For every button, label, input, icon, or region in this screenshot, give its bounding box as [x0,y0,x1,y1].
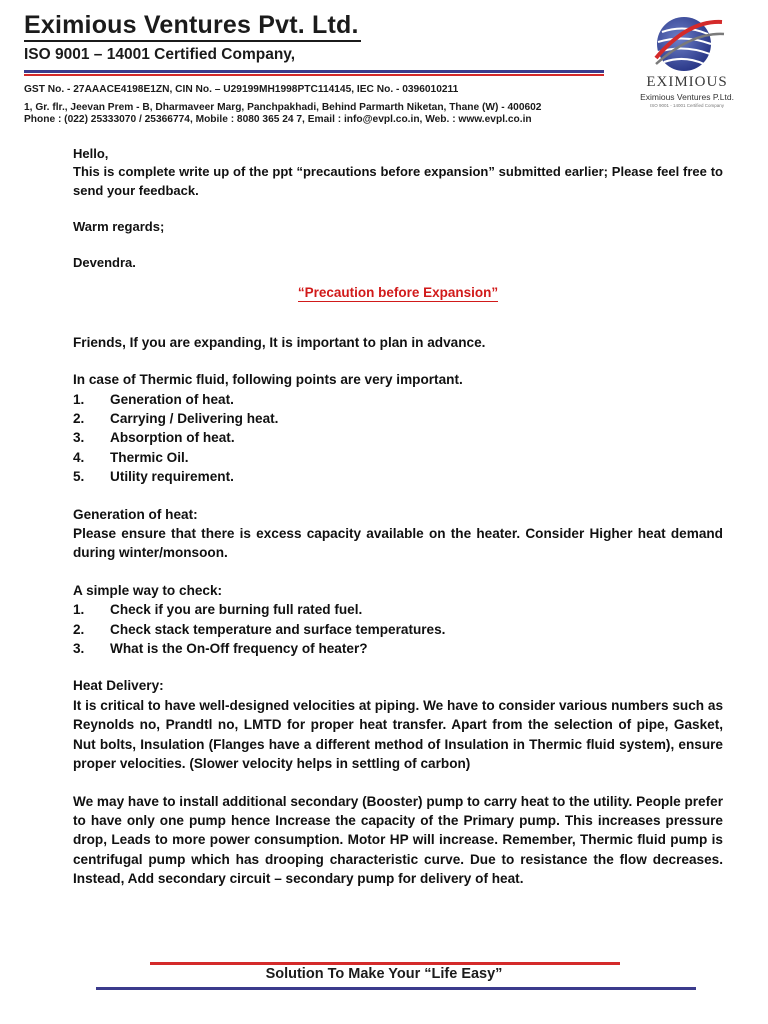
footer [0,956,768,1024]
certification-line: ISO 9001 – 14001 Certified Company, [24,46,296,63]
footer-tagline: Solution To Make Your “Life Easy” [265,966,503,982]
logo-certification: ISO 9001 - 14001 Certified Company [649,103,725,108]
footer-rule-blue [96,987,696,990]
signature: Devendra. [73,255,136,271]
greeting: Hello, [73,146,109,161]
opening-line: Friends, If you are expanding, It is important to plan in advance. [73,334,486,350]
list-item: 1. Check if you are burning full rated fuel. [73,602,363,618]
header-rule-red [24,74,604,76]
contact-line: Phone : (022) 25333070 / 25366774, Mobile : 8080 365 24 7, Email : info@evpl.co.in, Web. : www.evpl.co.in [24,114,532,125]
registration-numbers: GST No. - 27AAACE4198E1ZN, CIN No. – U29199MH1998PTC114145, IEC No. - 0396010211 [24,84,459,95]
header-rule-blue [24,70,604,73]
article-title-wrap [73,284,723,302]
list-item: 5. Utility requirement. [73,469,234,485]
check-points-list [73,600,723,658]
list-item: 1. Generation of heat. [73,391,234,407]
list-item: 3. Absorption of heat. [73,430,235,446]
list-item: 2. Carrying / Delivering heat. [73,411,279,426]
letter-body [73,145,723,889]
company-logo [628,12,746,124]
article-title: “Precaution before Expansion” [297,285,499,301]
delivery-heading: Heat Delivery: [73,678,164,694]
regards: Warm regards; [73,218,165,234]
thermic-points-list [73,390,723,487]
globe-logo-icon [648,12,726,74]
footer-rule-red [150,962,620,965]
check-heading: A simple way to check: [73,582,223,598]
company-name: Eximious Ventures Pvt. Ltd. [24,10,361,42]
delivery-text: It is critical to have well-designed velocities at piping. We have to consider various numbers such as Reynolds no, Prandtl no, LMTD for proper heat transfer. Apart from the selection of pipe, Gasket, Nut bolts, Insulation (Flanges have a different method of Insulation in Thermic fluid system), ensure proper velocities. (Slower velocity helps in settling of carbon) [73,697,723,772]
address-line: 1, Gr. flr., Jeevan Prem - B, Dharmaveer Marg, Panchpakhadi, Behind Parmarth Niketan, Thane (W) - 400602 [24,102,542,113]
letterhead [0,0,768,130]
list-item: 2. Check stack temperature and surface temperatures. [73,621,446,637]
intro-paragraph: This is complete write up of the ppt “precautions before expansion” submitted earlier; Please feel free to send your feedback. [73,164,723,198]
list-item: 4. Thermic Oil. [73,449,189,465]
generation-text: Please ensure that there is excess capacity available on the heater. Consider Higher heat demand during winter/monsoon. [73,526,723,561]
pump-text: We may have to install additional secondary (Booster) pump to carry heat to the utility. People prefer to have only one pump hence Increase the capacity of the Primary pump. This increases pressure drop, Leads to more power consumption. Motor HP will increase. Remember, Thermic fluid pump is centrifugal pump which has drooping characteristic curve. Due to resistance the flow decreases. Instead, Add secondary circuit – secondary pump for delivery of heat. [73,793,723,887]
article-body [73,333,723,889]
thermic-intro: In case of Thermic fluid, following points are very important. [73,372,463,388]
list-item: 3. What is the On-Off frequency of heater? [73,641,368,657]
logo-wordmark: EXIMIOUS [646,74,728,90]
generation-heading: Generation of heat: [73,506,198,522]
logo-subtitle: Eximious Ventures P.Ltd. [640,92,734,102]
